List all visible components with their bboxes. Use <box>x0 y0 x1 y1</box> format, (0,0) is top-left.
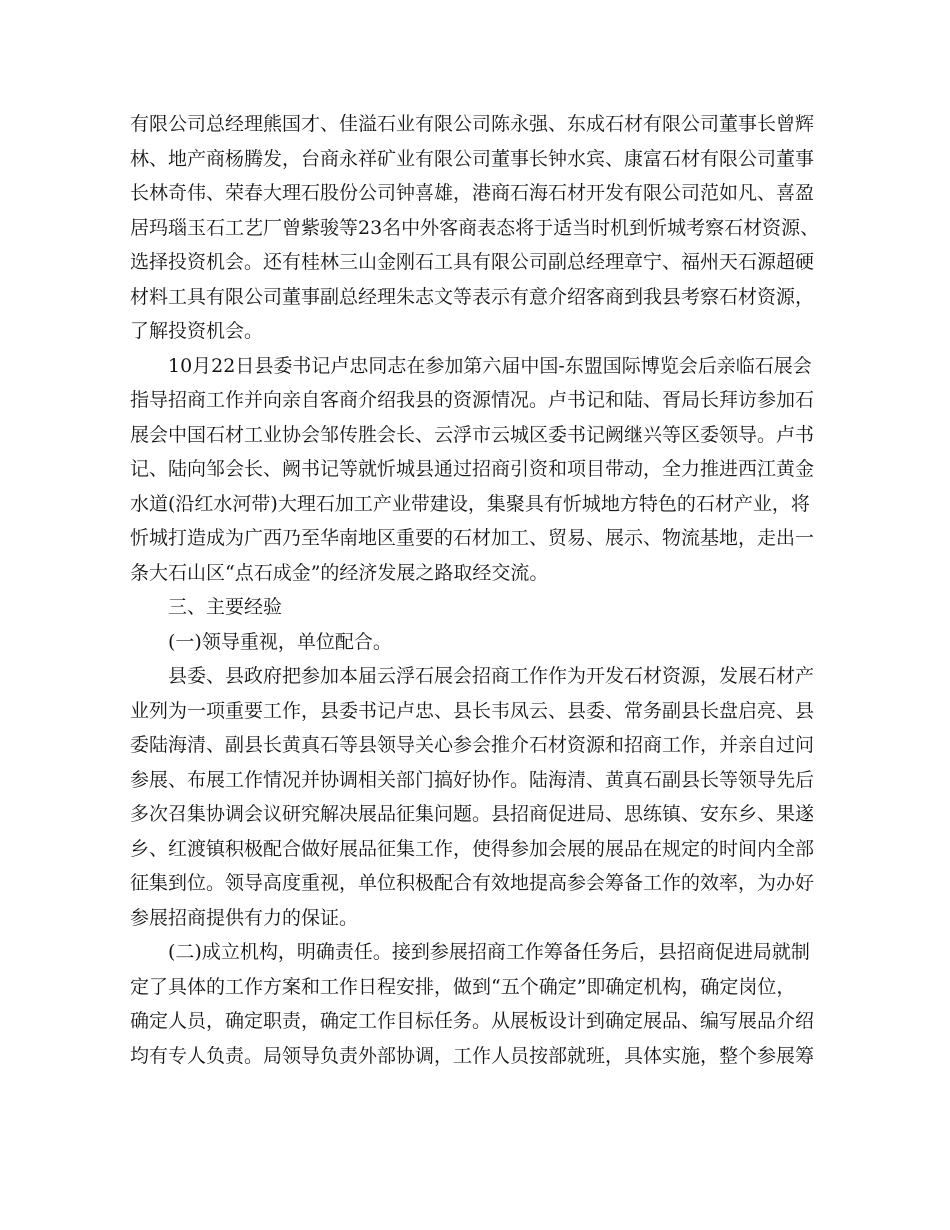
subsection-heading: (一)领导重视，单位配合。 <box>168 630 392 653</box>
text-line: 居玛瑙玉石工艺厂曾紫骏等23名中外客商表态将于适当时机到忻城考察石材资源、 <box>130 216 820 239</box>
text-line: 乡、红渡镇积极配合做好展品征集工作，使得参加会展的展品在规定的时间内全部 <box>130 837 815 860</box>
text-line: 展会中国石材工业协会邹传胜会长、云浮市云城区委书记阙继兴等区委领导。卢书 <box>130 423 815 446</box>
paragraph-start-line: (二)成立机构，明确责任。接到参展招商工作筹备任务后，县招商促进局就制 <box>168 941 810 963</box>
text-line: 参展、布展工作情况并协调相关部门搞好协作。陆海清、黄真石副县长等领导先后 <box>130 768 815 791</box>
text-line: 选择投资机会。还有桂林三山金刚石工具有限公司副总经理章宁、福州天石源超硬 <box>130 251 815 273</box>
text-line: 了解投资机会。 <box>130 320 264 342</box>
text-line: 林、地产商杨腾发，台商永祥矿业有限公司董事长钟水宾、康富石材有限公司董事 <box>130 147 815 170</box>
text-line: 参展招商提供有力的保证。 <box>130 906 359 929</box>
text-line: 业列为一项重要工作，县委书记卢忠、县长韦凤云、县委、常务副县长盘启亮、县 <box>130 699 815 722</box>
paragraph-start-line: 县委、县政府把参加本届云浮石展会招商工作作为开发石材资源，发展石材产 <box>168 665 815 687</box>
text-line: 有限公司总经理熊国才、佳溢石业有限公司陈永强、东成石材有限公司董事长曾辉 <box>130 113 815 135</box>
text-line: 均有专人负责。局领导负责外部协调，工作人员按部就班，具体实施，整个参展筹 <box>130 1044 815 1067</box>
text-line: 征集到位。领导高度重视，单位积极配合有效地提高参会筹备工作的效率，为办好 <box>130 872 815 894</box>
text-line: 长林奇伟、荣春大理石股份公司钟喜雄，港商石海石材开发有限公司范如凡、喜盈 <box>130 182 815 204</box>
text-line: 定了具体的工作方案和工作日程安排，做到“五个确定”即确定机构，确定岗位， <box>130 975 796 998</box>
text-line: 水道(沿红水河带)大理石加工产业带建设，集聚具有忻城地方特色的石材产业，将 <box>130 492 810 515</box>
text-line: 指导招商工作并向亲自客商介绍我县的资源情况。卢书记和陆、胥局长拜访参加石 <box>130 389 815 411</box>
text-line: 条大石山区“点石成金”的经济发展之路取经交流。 <box>130 561 549 584</box>
paragraph-start-line: 10月22日县委书记卢忠同志在参加第六届中国-东盟国际博览会后亲临石展会 <box>168 354 812 377</box>
text-line: 确定人员，确定职责，确定工作目标任务。从展板设计到确定展品、编写展品介绍 <box>130 1010 815 1032</box>
section-heading: 三、主要经验 <box>168 596 283 618</box>
document-body <box>130 107 830 1073</box>
text-line: 忻城打造成为广西乃至华南地区重要的石材加工、贸易、展示、物流基地，走出一 <box>130 527 815 549</box>
text-line: 材料工具有限公司董事副总经理朱志文等表示有意介绍客商到我县考察石材资源， <box>130 285 815 308</box>
text-line: 多次召集协调会议研究解决展品征集问题。县招商促进局、思练镇、安东乡、果遂 <box>130 803 815 825</box>
text-line: 记、陆向邹会长、阙书记等就忻城县通过招商引资和项目带动，全力推进西江黄金 <box>130 458 815 480</box>
text-line: 委陆海清、副县长黄真石等县领导关心参会推介石材资源和招商工作，并亲自过问 <box>130 734 815 756</box>
